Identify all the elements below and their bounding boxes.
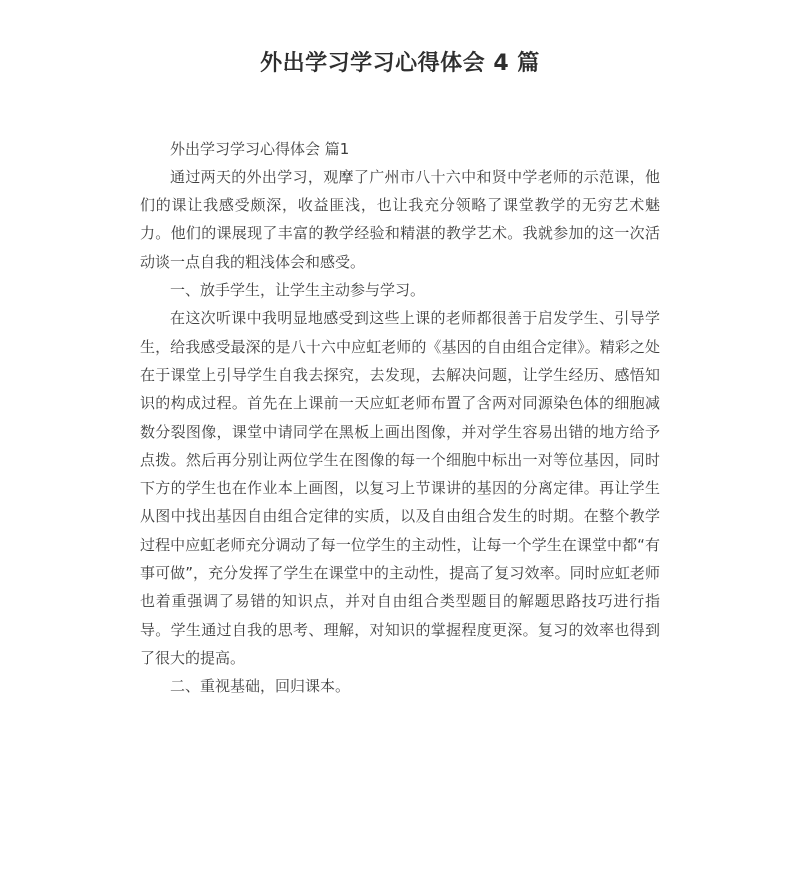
document-body [140, 135, 660, 701]
paragraph: 一、放手学生，让学生主动参与学习。 [170, 281, 426, 300]
paragraph: 外出学习学习心得体会 篇1 [170, 139, 350, 158]
paragraph: 通过两天的外出学习，观摩了广州市八十六中和贤中学老师的示范课，他们的课让我感受颇深，收益匪浅，也让我充分领略了课堂教学的无穷艺术魅力。他们的课展现了丰富的教学经验和精湛的教学艺术。我就参加的这一次活动谈一点自我的粗浅体会和感受。 [140, 167, 660, 271]
paragraph: 二、重视基础，回归课本。 [170, 677, 351, 696]
paragraph: 在这次听课中我明显地感受到这些上课的老师都很善于启发学生、引导学生，给我感受最深的是八十六中应虹老师的《基因的自由组合定律》。精彩之处在于课堂上引导学生自我去探究，去发现，去解决问题，让学生经历、感悟知识的构成过程。首先在上课前一天应虹老师布置了含两对同源染色体的细胞减数分裂图像，课堂中请同学在黑板上画出图像，并对学生容易出错的地方给予点拨。然后再分别让两位学生在图像的每一个细胞中标出一对等位基因，同时下方的学生也在作业本上画图，以复习上节课讲的基因的分离定律。再让学生从图中找出基因自由组合定律的实质，以及自由组合发生的时期。在整个教学过程中应虹老师充分调动了每一位学生的主动性，让每一个学生在课堂中都“有事可做”，充分发挥了学生在课堂中的主动性，提高了复习效率。同时应虹老师也着重强调了易错的知识点，并对自由组合类型题目的解题思路技巧进行指导。学生通过自我的思考、理解，对知识的掌握程度更深。复习的效率也得到了很大的提高。 [140, 309, 660, 667]
document-title: 外出学习学习心得体会 4 篇 [260, 51, 540, 76]
